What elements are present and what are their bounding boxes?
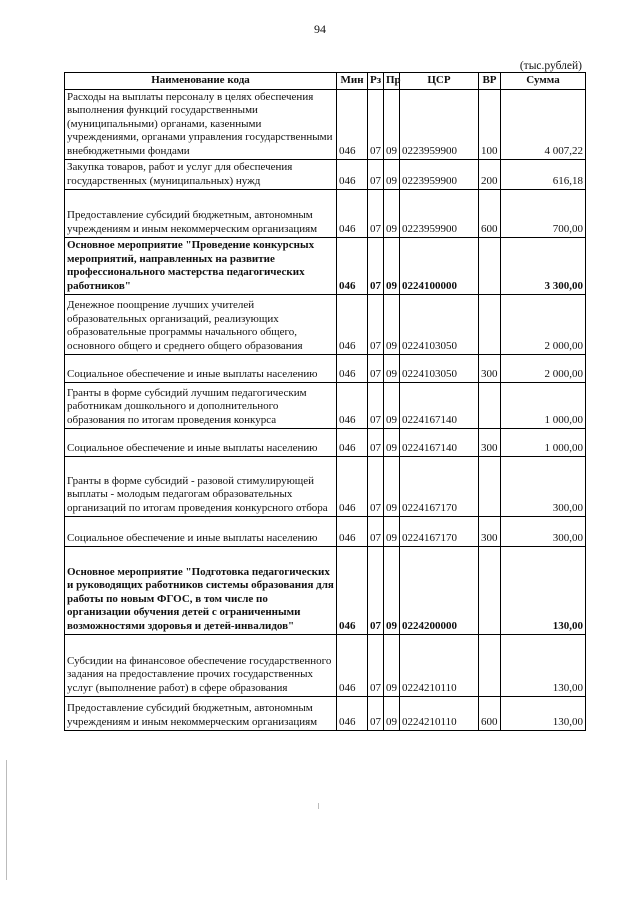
row-label: Предоставление субсидий бюджетным, автономным учреждениям и иным некоммерческим организациям: [67, 702, 318, 728]
cell-rz: 07: [368, 355, 384, 383]
cell-rz: 07: [368, 295, 384, 355]
cell-vr: [479, 547, 501, 635]
table-row: [65, 547, 586, 635]
cell-min: 046: [337, 190, 368, 238]
cell-pr: 09: [384, 160, 400, 190]
cell-rz: 07: [368, 160, 384, 190]
cell-sum: 300,00: [501, 517, 586, 547]
cell-vr: [479, 383, 501, 429]
row-label: Гранты в форме субсидий - разовой стимулирующей выплаты - молодым педагогам образовательных организаций по итогам проведения конкурсного отбора: [67, 474, 328, 514]
row-label: Предоставление субсидий бюджетным, автономным учреждениям и иным некоммерческим организациям: [67, 209, 318, 235]
cell-csr: 0224210110: [400, 697, 479, 731]
cell-min: 046: [337, 160, 368, 190]
cell-pr: 09: [384, 517, 400, 547]
row-label: Социальное обеспечение и иные выплаты населению: [67, 441, 318, 454]
scan-artifact-left: [6, 760, 7, 880]
cell-rz: 07: [368, 547, 384, 635]
cell-rz: 07: [368, 238, 384, 295]
cell-min: 046: [337, 517, 368, 547]
table-row: [65, 429, 586, 457]
cell-sum: 700,00: [501, 190, 586, 238]
cell-rz: 07: [368, 457, 384, 517]
cell-pr: 09: [384, 697, 400, 731]
cell-pr: 09: [384, 190, 400, 238]
cell-vr: [479, 238, 501, 295]
cell-pr: 09: [384, 295, 400, 355]
row-label: Основное мероприятие "Подготовка педагогических и руководящих работников системы образования для работы по новым ФГОС, в том числе по организации обучения детей с ограниченными возможностями здоровья и детей-инвалидов": [67, 565, 334, 632]
cell-min: 046: [337, 547, 368, 635]
cell-vr: 200: [479, 160, 501, 190]
cell-rz: 07: [368, 429, 384, 457]
row-label: Социальное обеспечение и иные выплаты населению: [67, 367, 318, 380]
cell-sum: 130,00: [501, 635, 586, 697]
cell-csr: 0224103050: [400, 355, 479, 383]
cell-pr: 09: [384, 355, 400, 383]
cell-name: [65, 635, 337, 697]
header-vr: ВР: [479, 73, 501, 90]
cell-csr: 0223959900: [400, 89, 479, 160]
cell-name: [65, 238, 337, 295]
cell-min: 046: [337, 383, 368, 429]
cell-csr: 0224100000: [400, 238, 479, 295]
cell-sum: 2 000,00: [501, 295, 586, 355]
cell-min: 046: [337, 295, 368, 355]
cell-sum: 3 300,00: [501, 238, 586, 295]
table-row: [65, 190, 586, 238]
table-row: [65, 457, 586, 517]
cell-csr: 0224200000: [400, 547, 479, 635]
cell-rz: 07: [368, 190, 384, 238]
cell-csr: 0223959900: [400, 190, 479, 238]
cell-vr: 600: [479, 190, 501, 238]
cell-vr: [479, 295, 501, 355]
cell-min: 046: [337, 89, 368, 160]
cell-vr: 300: [479, 429, 501, 457]
cell-rz: 07: [368, 635, 384, 697]
cell-name: [65, 355, 337, 383]
table-row: [65, 89, 586, 160]
header-sum: Сумма: [501, 73, 586, 90]
header-csr: ЦСР: [400, 73, 479, 90]
cell-name: [65, 547, 337, 635]
header-pr: Пр: [384, 73, 400, 90]
cell-name: [65, 295, 337, 355]
cell-pr: 09: [384, 547, 400, 635]
cell-csr: 0224167140: [400, 383, 479, 429]
cell-name: [65, 429, 337, 457]
cell-csr: 0223959900: [400, 160, 479, 190]
units-label: (тыс.рублей): [519, 60, 582, 72]
cell-rz: 07: [368, 517, 384, 547]
cell-name: [65, 190, 337, 238]
cell-sum: 130,00: [501, 547, 586, 635]
table-header-row: [65, 73, 586, 90]
cell-sum: 300,00: [501, 457, 586, 517]
cell-min: 046: [337, 238, 368, 295]
cell-sum: 1 000,00: [501, 383, 586, 429]
cell-sum: 4 007,22: [501, 89, 586, 160]
cell-pr: 09: [384, 89, 400, 160]
scan-artifact-bottom: [318, 803, 319, 809]
cell-vr: 100: [479, 89, 501, 160]
page-number: 94: [314, 22, 326, 36]
cell-sum: 616,18: [501, 160, 586, 190]
cell-rz: 07: [368, 697, 384, 731]
cell-name: [65, 89, 337, 160]
header-rz: Рз: [368, 73, 384, 90]
table-row: [65, 160, 586, 190]
cell-csr: 0224103050: [400, 295, 479, 355]
cell-min: 046: [337, 697, 368, 731]
cell-csr: 0224167140: [400, 429, 479, 457]
cell-vr: [479, 457, 501, 517]
row-label: Гранты в форме субсидий лучшим педагогическим работникам дошкольного и дополнительного образования по итогам проведения конкурса: [67, 386, 307, 426]
cell-pr: 09: [384, 238, 400, 295]
cell-rz: 07: [368, 89, 384, 160]
table-row: [65, 355, 586, 383]
cell-rz: 07: [368, 383, 384, 429]
row-label: Социальное обеспечение и иные выплаты населению: [67, 531, 318, 544]
cell-name: [65, 697, 337, 731]
cell-vr: 300: [479, 517, 501, 547]
cell-sum: 2 000,00: [501, 355, 586, 383]
cell-name: [65, 160, 337, 190]
cell-pr: 09: [384, 429, 400, 457]
cell-vr: 300: [479, 355, 501, 383]
table-row: [65, 383, 586, 429]
row-label: Денежное поощрение лучших учителей образовательных организаций, реализующих образовательные программы начального общего, основного общего и среднего общего образования: [67, 299, 303, 352]
cell-name: [65, 517, 337, 547]
cell-min: 046: [337, 457, 368, 517]
cell-sum: 130,00: [501, 697, 586, 731]
table-row: [65, 697, 586, 731]
cell-pr: 09: [384, 457, 400, 517]
cell-vr: 600: [479, 697, 501, 731]
cell-pr: 09: [384, 383, 400, 429]
table-row: [65, 238, 586, 295]
cell-min: 046: [337, 635, 368, 697]
cell-sum: 1 000,00: [501, 429, 586, 457]
table-row: [65, 635, 586, 697]
cell-name: [65, 383, 337, 429]
table-row: [65, 517, 586, 547]
row-label: Субсидии на финансовое обеспечение государственного задания на предоставление прочих государственных услуг (выполнение работ) в сфере образования: [67, 654, 332, 694]
row-label: Основное мероприятие "Проведение конкурсных мероприятий, направленных на развитие профессионального мастерства педагогических работников": [67, 239, 315, 292]
cell-min: 046: [337, 355, 368, 383]
cell-csr: 0224210110: [400, 635, 479, 697]
cell-vr: [479, 635, 501, 697]
header-min: Мин: [337, 73, 368, 90]
cell-name: [65, 457, 337, 517]
table-row: [65, 295, 586, 355]
row-label: Расходы на выплаты персоналу в целях обеспечения выполнения функций государственными (муниципальными) органами, казенными учреждениями, органами управления государственными внебюджетными фондами: [67, 90, 333, 157]
cell-min: 046: [337, 429, 368, 457]
header-name: Наименование кода: [65, 73, 337, 90]
cell-csr: 0224167170: [400, 457, 479, 517]
cell-csr: 0224167170: [400, 517, 479, 547]
cell-pr: 09: [384, 635, 400, 697]
row-label: Закупка товаров, работ и услуг для обеспечения государственных (муниципальных) нужд: [67, 161, 293, 187]
budget-table: [64, 72, 586, 731]
